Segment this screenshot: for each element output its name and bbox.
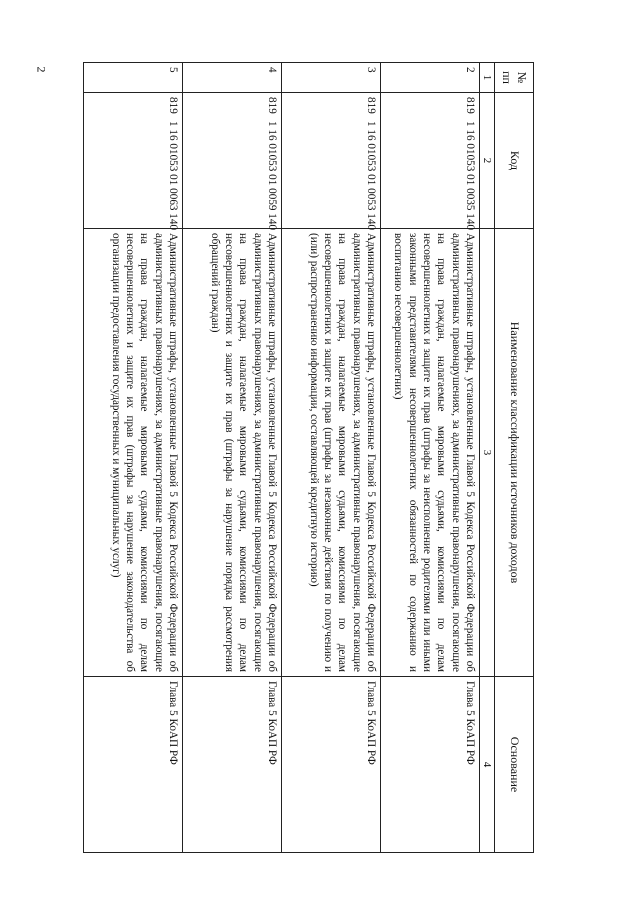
table-row xyxy=(380,63,479,853)
basis-cell: Глава 5 КоАП РФ xyxy=(83,677,182,853)
row-number: 3 xyxy=(281,63,380,93)
code-cell xyxy=(380,93,479,229)
kbk-code: 1 16 01053 01 0035 140 xyxy=(463,121,476,231)
rotated-sheet xyxy=(88,62,534,852)
kbk-code: 1 16 01053 01 0063 140 xyxy=(166,121,179,231)
description-cell: Административные штрафы, установленные Главой 5 Кодекса Российской Федерации об административных правонарушениях, за административные правонарушения, посягающие на права граждан, налагаемые мировыми судьями, комиссиями по делам несовершеннолетних и защите их прав (штрафы за неисполнение родителями или иными законными представителями несовершеннолетних обязанностей по содержанию и воспитанию несовершеннолетних) xyxy=(380,229,479,677)
table-row xyxy=(281,63,380,853)
admin-code: 819 xyxy=(364,97,377,114)
page-number: 2 xyxy=(34,66,49,73)
basis-cell: Глава 5 КоАП РФ xyxy=(281,677,380,853)
header-basis: Основание xyxy=(495,677,534,853)
description-cell: Административные штрафы, установленные Главой 5 Кодекса Российской Федерации об административных правонарушениях, за административные правонарушения, посягающие на права граждан, налагаемые мировыми судьями, комиссиями по делам несовершеннолетних и защите их прав (штрафы за нарушение порядка рассмотрения обращений граждан) xyxy=(182,229,281,677)
code-cell xyxy=(83,93,182,229)
row-number: 2 xyxy=(380,63,479,93)
description-cell: Административные штрафы, установленные Главой 5 Кодекса Российской Федерации об административных правонарушениях, за административные правонарушения, посягающие на права граждан, налагаемые мировыми судьями, комиссиями по делам несовершеннолетних и защите их прав (штрафы за нарушение законодательства об организации предоставления государственных и муниципальных услуг) xyxy=(83,229,182,677)
row-number: 5 xyxy=(83,63,182,93)
admin-code: 819 xyxy=(166,97,179,114)
admin-code: 819 xyxy=(463,97,476,114)
basis-cell: Глава 5 КоАП РФ xyxy=(182,677,281,853)
admin-code: 819 xyxy=(265,97,278,114)
kbk-code: 1 16 01053 01 0059 140 xyxy=(265,121,278,231)
header-name: Наименование классификации источников доходов xyxy=(495,229,534,677)
income-sources-table xyxy=(83,62,534,853)
col-number: 1 xyxy=(479,63,494,93)
col-number: 2 xyxy=(479,93,494,229)
description-cell: Административные штрафы, установленные Главой 5 Кодекса Российской Федерации об административных правонарушениях, за административные правонарушения, посягающие на права граждан, налагаемые мировыми судьями, комиссиями по делам несовершеннолетних и защите их прав (штрафы за незаконные действия по получению и (или) распространению информации, составляющей кредитную историю) xyxy=(281,229,380,677)
col-number: 3 xyxy=(479,229,494,677)
header-code: Код xyxy=(495,93,534,229)
code-cell xyxy=(281,93,380,229)
table-header-row xyxy=(495,63,534,853)
code-cell xyxy=(182,93,281,229)
header-num: № пп xyxy=(495,63,534,93)
column-numbers-row xyxy=(479,63,494,853)
col-number: 4 xyxy=(479,677,494,853)
table-row xyxy=(182,63,281,853)
kbk-code: 1 16 01053 01 0053 140 xyxy=(364,121,377,231)
basis-cell: Глава 5 КоАП РФ xyxy=(380,677,479,853)
table-row xyxy=(83,63,182,853)
row-number: 4 xyxy=(182,63,281,93)
